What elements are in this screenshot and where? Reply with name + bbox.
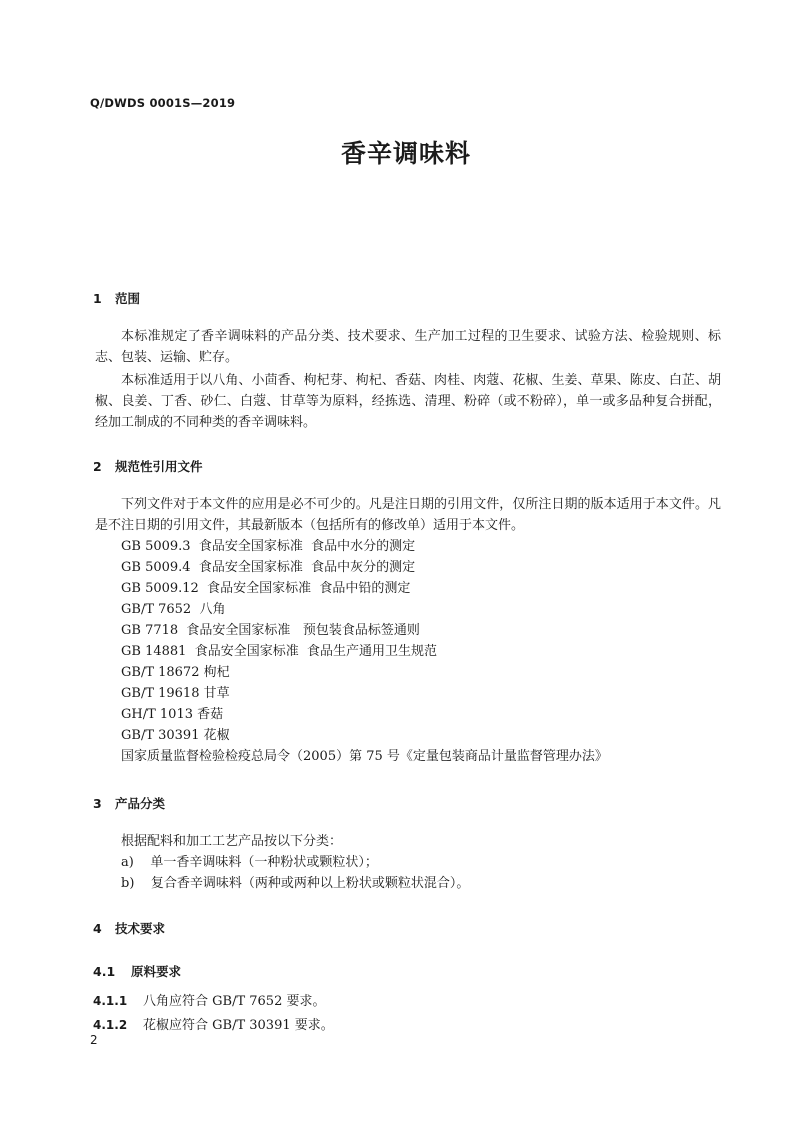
subsection-number: 4.1 [93,964,116,979]
reference-item: GH/T 1013 香菇 [121,707,224,722]
section-1-paragraph-2: 本标准适用于以八角、小茴香、枸杞芽、枸杞、香菇、肉桂、肉蔻、花椒、生姜、草果、陈皮、白芷、胡椒、良姜、丁香、砂仁、白蔻、甘草等为原料，经拣选、清理、粉碎（或不粉碎），单一或多品种复合拼配，经加工制成的不同种类的香辛调味料。 [95,373,721,430]
document-title: 香辛调味料 [340,139,471,168]
reference-item: GB/T 19618 甘草 [121,686,230,701]
reference-item: GB/T 18672 枸杞 [121,665,230,680]
subsection-4-1-heading [93,962,181,980]
reference-item: GB/T 30391 花椒 [121,728,230,743]
section-title: 规范性引用文件 [115,459,203,474]
clause-number: 4.1.2 [93,1018,128,1032]
standard-code: Q/DWDS 0001S—2019 [90,96,236,110]
section-1-paragraph-1: 本标准规定了香辛调味料的产品分类、技术要求、生产加工过程的卫生要求、试验方法、检验规则、标志、包装、运输、贮存。 [95,329,721,365]
reference-item: GB 7718 食品安全国家标准 预包装食品标签通则 [121,623,420,638]
section-3-intro: 根据配料和加工工艺产品按以下分类： [121,834,343,849]
page-number: 2 [90,1033,98,1047]
section-title: 技术要求 [115,921,166,936]
clause-4-1-2 [93,1014,334,1033]
section-number: 4 [93,921,102,936]
reference-item: GB 5009.4 食品安全国家标准 食品中灰分的测定 [121,560,416,575]
reference-item: 国家质量监督检验检疫总局令（2005）第 75 号《定量包装商品计量监督管理办法》 [121,749,608,764]
section-number: 1 [93,291,102,306]
clause-4-1-1 [93,990,325,1009]
subsection-title: 原料要求 [131,964,182,979]
reference-item: GB/T 7652 八角 [121,602,226,617]
section-2-intro: 下列文件对于本文件的应用是必不可少的。凡是注日期的引用文件，仅所注日期的版本适用于本文件。凡是不注日期的引用文件，其最新版本（包括所有的修改单）适用于本文件。 [95,497,721,533]
section-title: 产品分类 [115,796,166,811]
section-4-heading [93,919,165,937]
section-number: 2 [93,459,102,474]
classification-item: a) 单一香辛调味料（一种粉状或颗粒状）； [121,855,378,870]
reference-item: GB 14881 食品安全国家标准 食品生产通用卫生规范 [121,644,437,659]
classification-item: b) 复合香辛调味料（两种或两种以上粉状或颗粒状混合）。 [121,876,470,891]
clause-number: 4.1.1 [93,994,128,1008]
section-number: 3 [93,796,102,811]
clause-text: 八角应符合 GB/T 7652 要求。 [143,994,326,1009]
section-1-heading [93,289,140,307]
reference-item: GB 5009.12 食品安全国家标准 食品中铅的测定 [121,581,411,596]
section-3-heading [93,794,165,812]
section-2-heading [93,457,203,475]
clause-text: 花椒应符合 GB/T 30391 要求。 [143,1018,334,1033]
section-title: 范围 [115,291,141,306]
reference-item: GB 5009.3 食品安全国家标准 食品中水分的测定 [121,539,416,554]
